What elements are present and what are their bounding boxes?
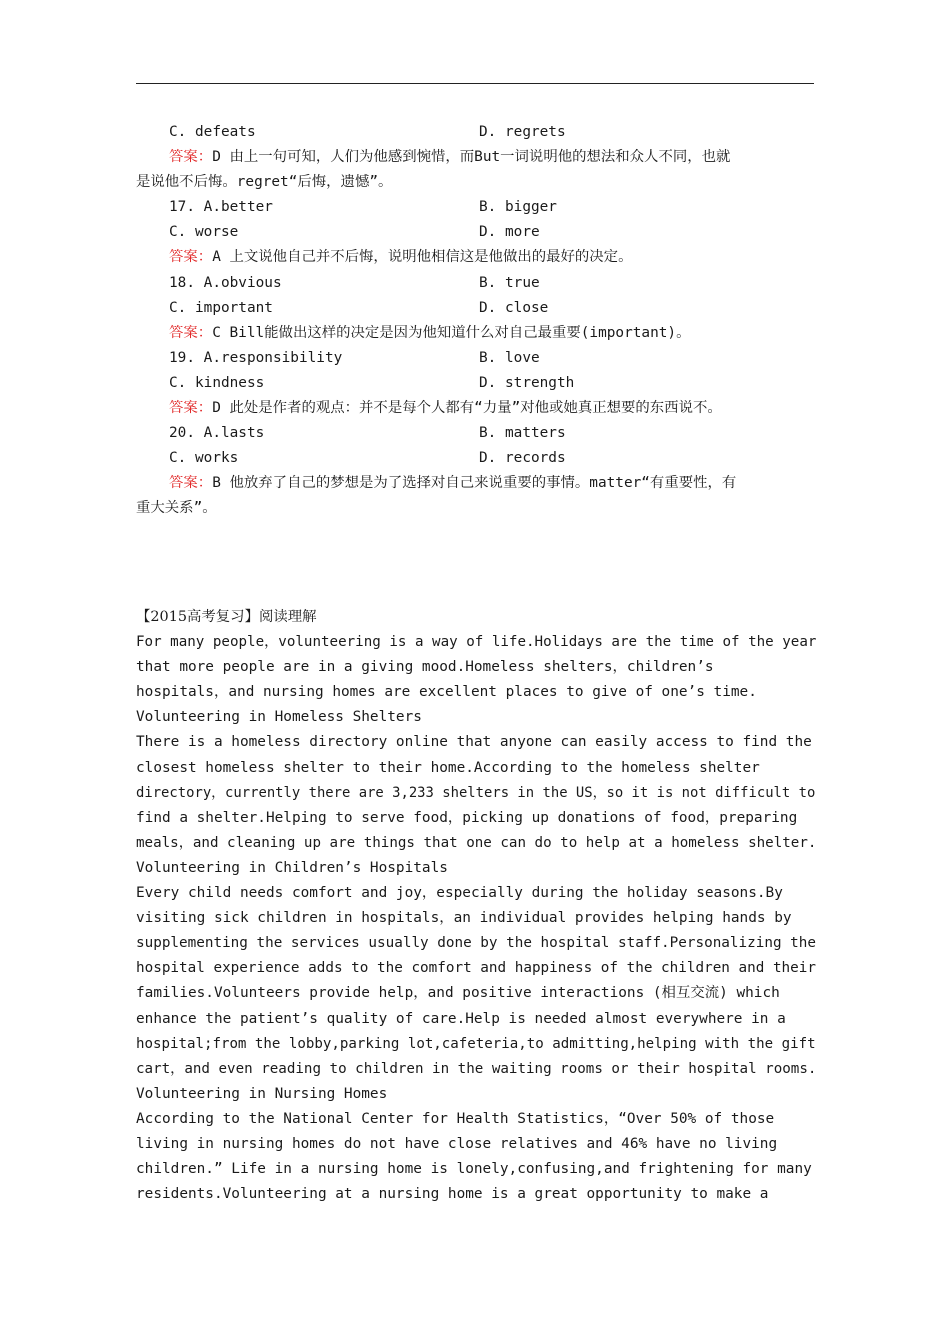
option-right: B. true <box>479 274 540 291</box>
option-right: D. more <box>479 224 540 241</box>
option-row <box>136 446 816 471</box>
passage-line: hospitals，and nursing homes are excellent places to give of one’s time. <box>136 684 757 701</box>
passage-line: cart，and even reading to children in the waiting rooms or their hospital rooms. <box>136 1060 817 1077</box>
passage-heading: 【2015高考复习】阅读理解 <box>136 609 317 625</box>
passage-line: There is a homeless directory online that anyone can easily access to find the <box>136 734 812 751</box>
answer-explanation: D 由上一句可知，人们为他感到惋惜，而But一词说明他的想法和众人不同，也就 <box>212 149 731 166</box>
passage-line: find a shelter.Helping to serve food，picking up donations of food，preparing <box>136 809 798 826</box>
passage-line: families.Volunteers provide help，and positive interactions (相互交流) which <box>136 985 780 1002</box>
answer-key-label: 答案： <box>169 475 213 492</box>
option-right: D. strength <box>479 374 575 391</box>
answer-key-label: 答案： <box>169 249 213 266</box>
passage-line: visiting sick children in hospitals，an individual provides helping hands by <box>136 910 792 927</box>
option-left: C. worse <box>169 224 239 241</box>
passage-line: that more people are in a giving mood.Homeless shelters，children’s <box>136 659 714 676</box>
option-row <box>136 371 816 396</box>
option-right: B. matters <box>479 425 566 442</box>
answer-explanation: C Bill能做出这样的决定是因为他知道什么对自己最重要(important)。 <box>212 324 691 341</box>
answer-line <box>136 145 816 170</box>
answer-line <box>136 321 816 346</box>
passage-line: directory，currently there are 3,233 shelters in the US，so it is not difficult to <box>136 784 816 801</box>
answer-continuation: 是说他不后悔。regret“后悔，遗憾”。 <box>136 174 393 191</box>
passage-line: hospital;from the lobby,parking lot,cafeteria,to admitting,helping with the gift <box>136 1035 816 1052</box>
option-right: D. records <box>479 450 566 467</box>
option-row <box>136 120 816 145</box>
option-left: C. works <box>169 450 239 467</box>
option-right: B. bigger <box>479 199 557 216</box>
option-row <box>136 220 816 245</box>
option-left: C. important <box>169 299 273 316</box>
passage-line: hospital experience adds to the comfort and happiness of the children and their <box>136 960 816 977</box>
answer-line <box>136 471 816 496</box>
passage-line: Volunteering in Nursing Homes <box>136 1085 388 1102</box>
passage-line: For many people，volunteering is a way of life.Holidays are the time of the year <box>136 634 817 651</box>
option-left: 20. A.lasts <box>169 425 265 442</box>
answer-line <box>136 396 816 421</box>
option-right: B. love <box>479 349 540 366</box>
option-row <box>136 346 816 371</box>
cloze-answers-section <box>136 120 816 522</box>
passage-line: Volunteering in Homeless Shelters <box>136 709 422 726</box>
passage-line: Volunteering in Children’s Hospitals <box>136 859 448 876</box>
answer-explanation: A 上文说他自己并不后悔，说明他相信这是他做出的最好的决定。 <box>212 249 633 266</box>
passage-line: living in nursing homes do not have close relatives and 46% have no living <box>136 1135 778 1152</box>
option-left: C. kindness <box>169 374 265 391</box>
passage-line: According to the National Center for Health Statistics，“Over 50% of those <box>136 1110 775 1127</box>
header-rule <box>136 83 814 84</box>
answer-line <box>136 245 816 270</box>
option-left: 18. A.obvious <box>169 274 282 291</box>
option-row <box>136 271 816 296</box>
option-left: 17. A.better <box>169 199 273 216</box>
option-row <box>136 296 816 321</box>
answer-continuation: 重大关系”。 <box>136 500 217 517</box>
passage-line: children.” Life in a nursing home is lonely,confusing,and frightening for many <box>136 1161 812 1178</box>
option-left: C. defeats <box>169 124 256 140</box>
answer-key-label: 答案： <box>169 324 213 341</box>
passage-line: Every child needs comfort and joy，especially during the holiday seasons.By <box>136 885 783 902</box>
passage-line: supplementing the services usually done by the hospital staff.Personalizing the <box>136 935 816 952</box>
answer-explanation: D 此处是作者的观点：并不是每个人都有“力量”对他或她真正想要的东西说不。 <box>212 400 722 417</box>
reading-passage <box>136 605 816 1207</box>
option-row <box>136 421 816 446</box>
option-left: 19. A.responsibility <box>169 349 343 366</box>
answer-explanation: B 他放弃了自己的梦想是为了选择对自己来说重要的事情。matter“有重要性，有 <box>212 475 737 492</box>
option-right: D. close <box>479 299 549 316</box>
passage-line: enhance the patient’s quality of care.Help is needed almost everywhere in a <box>136 1010 786 1027</box>
passage-line: residents.Volunteering at a nursing home is a great opportunity to make a <box>136 1186 769 1203</box>
passage-line: closest homeless shelter to their home.According to the homeless shelter <box>136 759 760 776</box>
option-row <box>136 195 816 220</box>
answer-key-label: 答案： <box>169 400 213 417</box>
option-right: D. regrets <box>479 124 566 140</box>
passage-line: meals，and cleaning up are things that one can do to help at a homeless shelter. <box>136 834 817 851</box>
answer-key-label: 答案： <box>169 149 213 166</box>
